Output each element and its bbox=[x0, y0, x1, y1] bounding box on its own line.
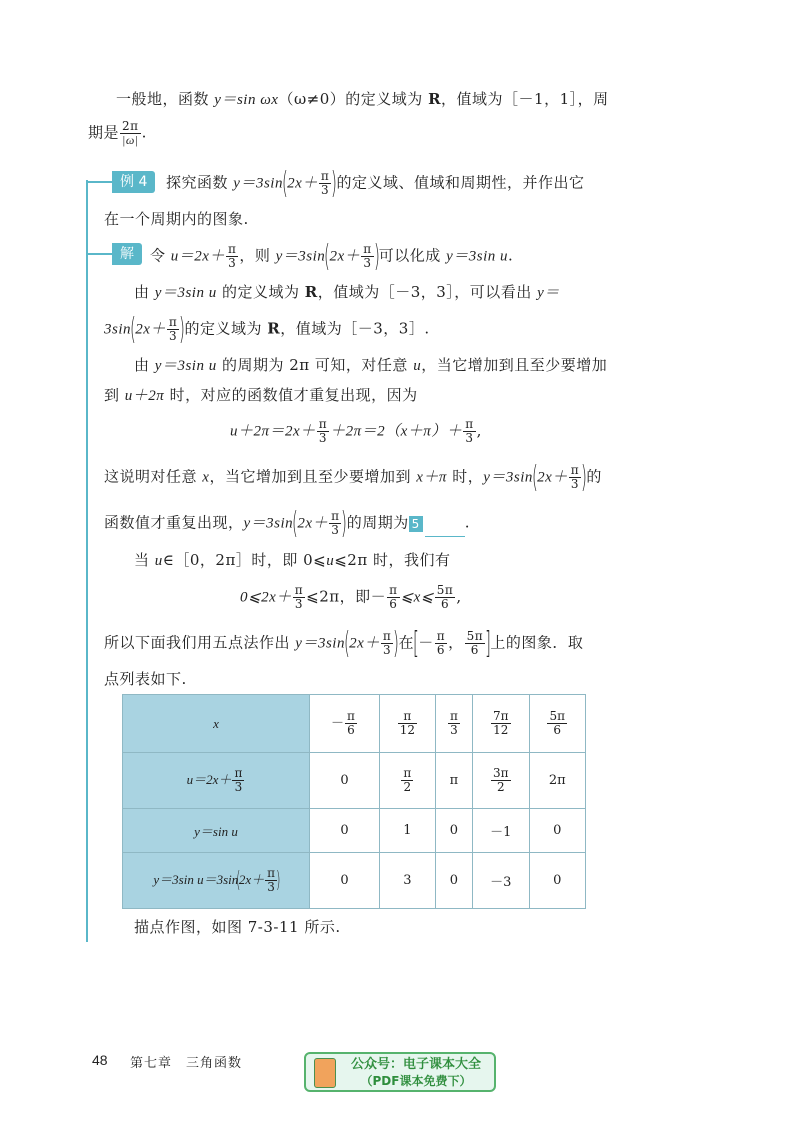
table-cell: 0 bbox=[310, 753, 380, 809]
example-tag-rule bbox=[86, 181, 112, 183]
after-table-text bbox=[134, 916, 341, 938]
math-expr: u bbox=[413, 358, 422, 374]
page-number: 48 bbox=[92, 1052, 108, 1068]
math-expr: y＝3sin u bbox=[154, 285, 217, 301]
text: 点列表如下. bbox=[104, 670, 187, 688]
denominator: 3 bbox=[331, 523, 340, 537]
text: 在一个周期内的图象. bbox=[104, 210, 249, 228]
denominator: 6 bbox=[347, 723, 355, 737]
text: ，值域为［－1，1］，周 bbox=[441, 90, 609, 108]
table-row bbox=[123, 695, 586, 753]
numerator: 7π bbox=[493, 709, 509, 723]
paren-left: ( bbox=[130, 311, 137, 347]
intro-line-1 bbox=[116, 88, 609, 111]
denominator: 6 bbox=[389, 597, 398, 611]
denominator: 3 bbox=[228, 256, 237, 270]
denominator: 3 bbox=[318, 431, 327, 445]
numerator: π bbox=[234, 766, 243, 780]
paren-right: ) bbox=[341, 505, 348, 541]
text: ，当它增加到且至少要增加到 bbox=[209, 467, 417, 486]
text: 函数值才重复出现， bbox=[104, 513, 244, 532]
fraction bbox=[569, 464, 581, 491]
fraction bbox=[387, 584, 399, 611]
math-expr: y＝sin ωx bbox=[214, 92, 279, 108]
text: 所以下面我们用五点法作出 bbox=[104, 633, 296, 652]
text: . bbox=[141, 123, 147, 142]
fraction bbox=[345, 710, 357, 737]
numerator: π bbox=[168, 315, 178, 329]
text: 的定义域为 bbox=[216, 283, 305, 301]
solution-line-2 bbox=[134, 281, 560, 304]
denominator: 6 bbox=[553, 723, 562, 737]
chapter-title: 第七章 三角函数 bbox=[130, 1056, 243, 1071]
text: ，值域为［－3，3］，可以看出 bbox=[317, 283, 538, 301]
denominator: 12 bbox=[493, 723, 509, 737]
paren-left: ( bbox=[324, 238, 331, 274]
row-header-x bbox=[123, 695, 310, 753]
table-cell bbox=[379, 695, 435, 753]
paren-right: ) bbox=[276, 867, 281, 893]
numerator: 5π bbox=[466, 629, 484, 643]
text: . bbox=[464, 513, 470, 532]
math-expr: 2x＋ bbox=[329, 248, 361, 265]
math-expr: 2x＋ bbox=[349, 635, 380, 652]
math-expr: 0⩽2x＋ bbox=[240, 589, 292, 606]
text: 期是 bbox=[88, 123, 120, 142]
table-cell: 3 bbox=[379, 853, 435, 909]
text: . bbox=[508, 246, 514, 265]
math-expr: y＝ bbox=[537, 285, 560, 301]
cell-label: u＝2x＋ bbox=[186, 772, 232, 787]
table-cell: 1 bbox=[379, 809, 435, 853]
math-expr: y＝3sin bbox=[243, 515, 294, 532]
table-cell: 2π bbox=[529, 753, 585, 809]
text: ，值域为［－3，3］. bbox=[280, 319, 430, 338]
stamp-line-2: （PDF课本免费下） bbox=[360, 1074, 472, 1088]
text: 一般地，函数 bbox=[116, 90, 215, 108]
solution-line-5 bbox=[104, 384, 418, 407]
text: 的周期为 bbox=[346, 513, 409, 532]
fraction bbox=[435, 584, 456, 611]
solution-tag-rule bbox=[86, 253, 112, 255]
text: 的 bbox=[586, 467, 602, 486]
row-header-sin bbox=[123, 809, 310, 853]
fraction bbox=[361, 243, 373, 270]
text: ，当它增加到且至少要增加 bbox=[421, 356, 608, 374]
text: 的定义域为 bbox=[184, 319, 268, 338]
math-expr: 2x＋ bbox=[238, 872, 265, 887]
text: 到 bbox=[104, 386, 125, 404]
text: 的周期为 2π 可知，对任意 bbox=[216, 356, 414, 374]
denominator: 12 bbox=[399, 723, 415, 737]
text: 的定义域、值域和周期性，并作出它 bbox=[336, 173, 585, 192]
fraction bbox=[319, 170, 331, 197]
table-cell: 0 bbox=[529, 809, 585, 853]
math-expr: 3sin bbox=[104, 321, 132, 338]
solution-line-6 bbox=[104, 459, 602, 495]
text: ， bbox=[448, 633, 464, 652]
table-row bbox=[123, 753, 586, 809]
denominator: 3 bbox=[267, 880, 275, 894]
fraction bbox=[232, 767, 244, 794]
paren-right: ) bbox=[373, 238, 380, 274]
solution-line-8 bbox=[134, 549, 450, 572]
denominator: 6 bbox=[436, 643, 445, 657]
denominator: 2 bbox=[496, 780, 505, 794]
table-cell: π bbox=[435, 753, 472, 809]
numerator: π bbox=[403, 766, 412, 780]
solution-line-10 bbox=[104, 668, 187, 690]
denominator: 3 bbox=[450, 723, 458, 737]
intro-line-2 bbox=[88, 120, 147, 147]
denominator: 3 bbox=[363, 256, 372, 270]
fraction bbox=[465, 630, 486, 657]
solution-line-7 bbox=[104, 505, 470, 541]
denominator: 3 bbox=[294, 597, 303, 611]
numerator: π bbox=[318, 417, 328, 431]
numerator: π bbox=[389, 583, 398, 597]
numerator: π bbox=[398, 710, 417, 724]
answer-blank-number: 5 bbox=[409, 516, 423, 532]
numerator: π bbox=[382, 629, 392, 643]
table-cell bbox=[310, 695, 380, 753]
math-expr: u bbox=[154, 553, 163, 569]
math-expr: 2x＋ bbox=[135, 321, 166, 338]
text: 时，对应的函数值才重复出现，因为 bbox=[164, 386, 418, 404]
paren-right: ) bbox=[331, 165, 338, 201]
denominator: 2 bbox=[403, 780, 412, 794]
example-tag: 例 4 bbox=[112, 171, 155, 193]
table-cell bbox=[473, 695, 529, 753]
book-icon bbox=[314, 1058, 336, 1088]
numerator: π bbox=[267, 866, 276, 880]
denominator: 6 bbox=[440, 597, 450, 611]
table-cell: 0 bbox=[435, 809, 472, 853]
example-side-bar bbox=[86, 180, 88, 942]
table-cell bbox=[529, 695, 585, 753]
stamp-line-1: 公众号：电子课本大全 bbox=[350, 1057, 481, 1072]
text: , bbox=[476, 421, 482, 440]
numerator: π bbox=[347, 709, 355, 723]
math-expr: y＝3sin u bbox=[154, 358, 217, 374]
text: － bbox=[331, 716, 345, 731]
numerator: π bbox=[227, 242, 237, 256]
text: ⩽2π，即－ bbox=[306, 587, 387, 606]
fraction bbox=[317, 418, 329, 445]
answer-blank[interactable] bbox=[425, 514, 465, 537]
set-R: R bbox=[304, 283, 318, 301]
fraction bbox=[491, 710, 511, 737]
math-expr: x＋π bbox=[416, 469, 447, 486]
math-expr: ⩽x⩽ bbox=[400, 589, 434, 606]
math-expr: 2x＋ bbox=[287, 175, 318, 192]
fraction bbox=[435, 630, 447, 657]
text: 由 bbox=[134, 283, 155, 301]
fraction bbox=[491, 767, 511, 794]
denominator: 3 bbox=[320, 183, 330, 197]
numerator: π bbox=[570, 463, 580, 477]
math-expr: y＝3sin bbox=[483, 469, 533, 486]
text: 令 bbox=[150, 246, 171, 265]
numerator: π bbox=[294, 583, 304, 597]
fraction bbox=[448, 710, 460, 737]
numerator: π bbox=[449, 709, 458, 723]
text: , bbox=[456, 587, 462, 606]
text: ∈［0，2π］时，即 0⩽ bbox=[162, 551, 327, 569]
paren-left: ( bbox=[344, 625, 351, 661]
text: 时， bbox=[446, 467, 484, 486]
denominator: 3 bbox=[382, 643, 392, 657]
paren-right: ) bbox=[581, 459, 588, 495]
math-expr: 2x＋ bbox=[537, 469, 568, 486]
text: 探究函数 bbox=[166, 173, 234, 192]
numerator: π bbox=[363, 242, 372, 256]
solution-line-9 bbox=[104, 625, 584, 661]
bracket-left: [ bbox=[413, 625, 420, 661]
math-expr: x bbox=[202, 469, 210, 486]
math-expr: 2x＋ bbox=[297, 515, 329, 532]
denominator: 3 bbox=[465, 431, 474, 445]
text: ⩽2π 时，我们有 bbox=[334, 551, 451, 569]
cell-label: y＝sin u bbox=[194, 824, 238, 839]
text: 描点作图，如图 7-3-11 所示. bbox=[134, 918, 341, 936]
denominator: |ω| bbox=[122, 133, 139, 147]
table-cell: 0 bbox=[310, 809, 380, 853]
paren-left: ( bbox=[236, 867, 241, 893]
table-cell: 0 bbox=[529, 853, 585, 909]
solution-tag: 解 bbox=[112, 243, 142, 265]
denominator: 6 bbox=[470, 643, 479, 657]
math-expr: u bbox=[326, 553, 335, 569]
text: 当 bbox=[134, 551, 155, 569]
equation-2 bbox=[240, 584, 462, 611]
math-expr: u＋2π＝2x＋ bbox=[230, 423, 316, 440]
solution-line-1 bbox=[150, 238, 514, 274]
fraction bbox=[329, 510, 341, 537]
numerator: π bbox=[320, 169, 330, 183]
math-expr: y＝3sin bbox=[233, 175, 283, 192]
text: 在 bbox=[398, 633, 414, 652]
bracket-right: ] bbox=[485, 625, 492, 661]
text: － bbox=[418, 633, 434, 652]
table-cell bbox=[435, 695, 472, 753]
paren-right: ) bbox=[393, 625, 400, 661]
denominator: 3 bbox=[570, 477, 580, 491]
numerator: 5π bbox=[436, 583, 454, 597]
row-header-u bbox=[123, 753, 310, 809]
fraction bbox=[167, 316, 179, 343]
table-row bbox=[123, 853, 586, 909]
solution-line-3 bbox=[104, 311, 430, 347]
paren-left: ( bbox=[531, 459, 539, 495]
numerator: 2π bbox=[120, 120, 141, 134]
fraction bbox=[398, 710, 417, 737]
example-line-1 bbox=[166, 165, 585, 201]
text: ，则 bbox=[239, 246, 276, 265]
math-expr: u＝2x＋ bbox=[170, 248, 225, 265]
solution-line-4 bbox=[134, 354, 607, 377]
math-expr: y＝3sin bbox=[275, 248, 326, 265]
example-line-2 bbox=[104, 208, 249, 230]
paren-left: ( bbox=[282, 165, 289, 201]
fraction bbox=[381, 630, 393, 657]
table-cell bbox=[473, 753, 529, 809]
paren-left: ( bbox=[292, 505, 299, 541]
text: 这说明对任意 bbox=[104, 467, 203, 486]
fraction bbox=[120, 120, 141, 147]
set-R: R bbox=[267, 319, 281, 338]
paren-right: ) bbox=[179, 311, 186, 347]
fraction bbox=[293, 584, 305, 611]
table-cell: 0 bbox=[435, 853, 472, 909]
equation-1 bbox=[230, 418, 482, 445]
text: （ω≠0）的定义域为 bbox=[278, 90, 429, 108]
cell-label: x bbox=[213, 715, 219, 731]
numerator: π bbox=[331, 509, 340, 523]
numerator: 3π bbox=[493, 766, 509, 780]
fraction bbox=[463, 418, 475, 445]
math-expr: u＋2π bbox=[124, 388, 165, 404]
denominator: 3 bbox=[169, 329, 178, 343]
math-expr: ＋2π＝2（x＋π）＋ bbox=[330, 423, 463, 440]
wechat-stamp bbox=[304, 1052, 496, 1092]
numerator: π bbox=[436, 629, 446, 643]
text: 上的图象．取 bbox=[490, 633, 584, 652]
set-R: R bbox=[428, 90, 442, 108]
fraction bbox=[226, 243, 238, 270]
text: 由 bbox=[134, 356, 155, 374]
five-point-table bbox=[122, 694, 586, 909]
table-row bbox=[123, 809, 586, 853]
table-cell: －1 bbox=[473, 809, 529, 853]
denominator: 3 bbox=[234, 780, 243, 794]
fraction bbox=[401, 767, 413, 794]
table-cell: －3 bbox=[473, 853, 529, 909]
cell-label: y＝3sin u＝3sin bbox=[153, 872, 239, 887]
text: 可以化成 bbox=[378, 246, 447, 265]
fraction bbox=[547, 710, 567, 737]
math-expr: y＝3sin u bbox=[446, 248, 508, 265]
table-cell bbox=[379, 753, 435, 809]
row-header-3sin bbox=[123, 853, 310, 909]
table-cell: 0 bbox=[310, 853, 380, 909]
math-expr: y＝3sin bbox=[295, 635, 345, 652]
numerator: π bbox=[465, 417, 474, 431]
numerator: 5π bbox=[549, 709, 566, 723]
